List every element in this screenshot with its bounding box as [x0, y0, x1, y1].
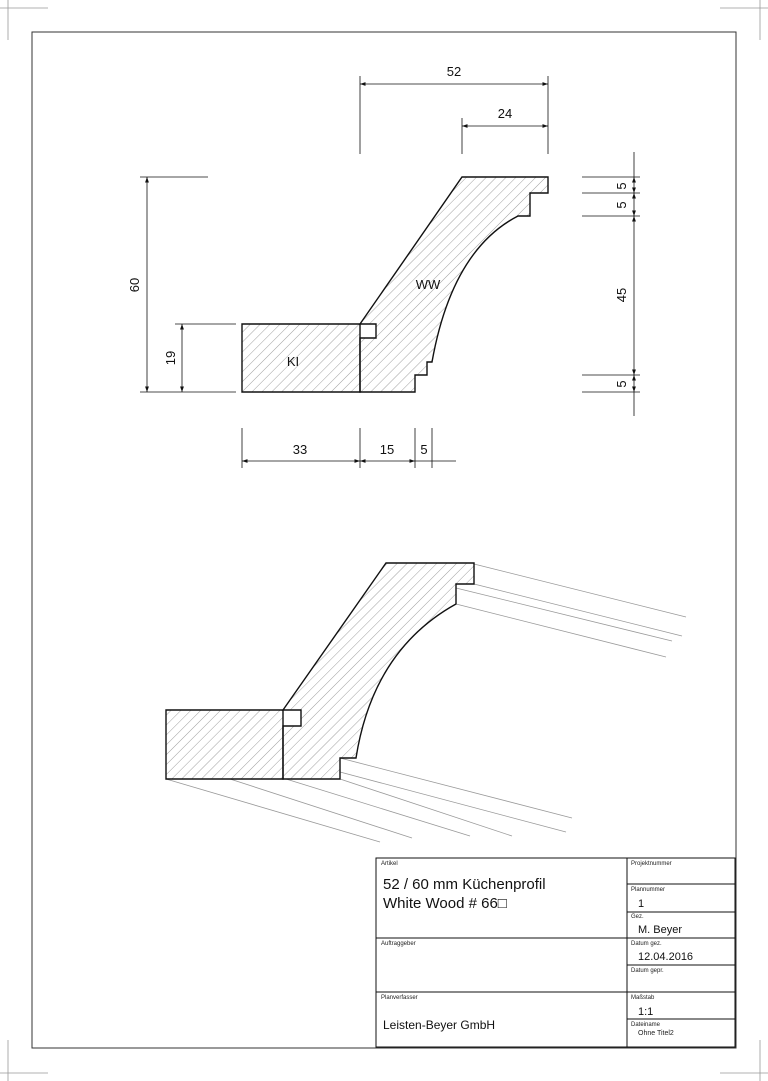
auftraggeber-label: Auftraggeber	[381, 941, 416, 947]
ki-label: KI	[286, 354, 300, 369]
dateiname-label: Dateiname	[631, 1022, 661, 1028]
dateiname-value: Ohne Titel2	[638, 1030, 674, 1037]
dim-overall-width: 52	[446, 64, 462, 79]
artikel-label: Artikel	[381, 861, 398, 867]
ww-part	[360, 177, 548, 392]
ki-part	[242, 324, 360, 392]
gez-label: Gez.	[631, 914, 644, 920]
planverfasser-label: Planverfasser	[381, 995, 418, 1001]
dim-overall-height: 60	[127, 277, 142, 293]
dim-top-width: 24	[497, 106, 513, 121]
gez-value: M. Beyer	[638, 924, 683, 936]
dim-right-top-1: 5	[614, 182, 629, 190]
dim-right-top-2: 5	[614, 201, 629, 209]
plannummer-value: 1	[638, 898, 645, 910]
artikel-line-2: White Wood # 66□	[383, 895, 507, 912]
datum-gez-value: 12.04.2016	[638, 951, 694, 963]
massstab-value: 1:1	[638, 1006, 654, 1018]
dimensions	[140, 76, 640, 468]
dimension-values	[127, 64, 629, 457]
dim-ki-height: 19	[163, 350, 178, 366]
dim-step-width: 15	[379, 442, 395, 457]
artikel-line-1: 52 / 60 mm Küchenprofil	[383, 876, 546, 893]
datum-gepr-label: Datum gepr.	[631, 968, 664, 974]
persp-ww-part	[283, 563, 474, 779]
datum-gez-label: Datum gez.	[631, 941, 662, 947]
ww-label: WW	[415, 277, 441, 292]
massstab-label: Maßstab	[631, 995, 655, 1001]
perspective-view	[166, 563, 686, 842]
dim-step-small: 5	[420, 442, 428, 457]
projektnummer-label: Projektnummer	[631, 861, 672, 867]
dim-right-bottom: 5	[614, 380, 629, 388]
persp-ki-part	[166, 710, 283, 779]
dim-ki-width: 33	[292, 442, 308, 457]
dim-right-mid: 45	[614, 287, 629, 303]
plannummer-label: Plannummer	[631, 887, 666, 893]
planverfasser-value: Leisten-Beyer GmbH	[383, 1018, 496, 1032]
profile-section	[242, 177, 548, 392]
